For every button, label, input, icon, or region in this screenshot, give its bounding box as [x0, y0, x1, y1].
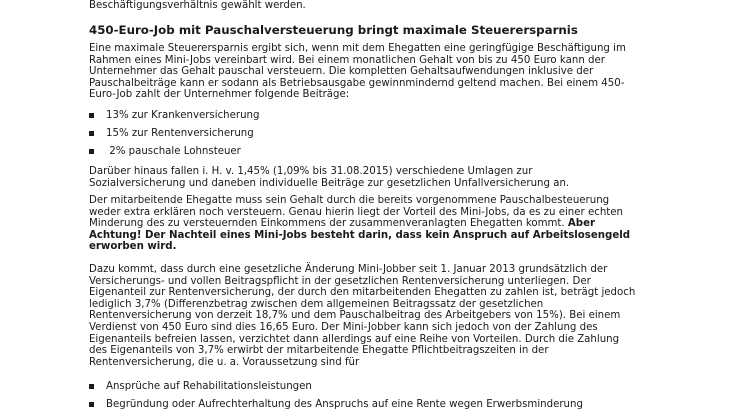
list-item: Ansprüche auf Rehabilitationsleistungen	[89, 381, 583, 393]
intro-tail-text: Beschäftigungsverhältnis gewählt werden.	[89, 0, 306, 11]
text-line: Dazu kommt, dass durch eine gesetzliche Änderung Mini-Jobber seit 1. Januar 2013 grundsätzlich der	[89, 264, 608, 275]
bullet-icon	[89, 113, 94, 118]
text-line: Der mitarbeitende Ehegatte muss sein Gehalt durch die bereits vorgenommene Pauschalbesteuerung	[89, 195, 610, 206]
benefit-list	[89, 381, 583, 410]
paragraph-mini-job	[89, 43, 626, 101]
text-line: weder extra erklären noch versteuern. Genau hierin liegt der Vorteil des Mini-Jobs, da es zu einer echten	[89, 206, 623, 218]
text-line: Minderung des zu versteuernden Einkommens der zusammenveranlagten Ehegatten kommt. Aber	[89, 218, 596, 230]
text-line: Eine maximale Steuerersparnis ergibt sich, wenn mit dem Ehegatten eine geringfügige Beschäftigung im	[89, 43, 626, 54]
list-item: 2% pauschale Lohnsteuer	[89, 146, 259, 158]
warning-text: Aber	[567, 218, 596, 230]
section-heading: 450-Euro-Job mit Pauschalversteuerung bringt maximale Steuerersparnis	[89, 23, 578, 37]
list-item: 15% zur Rentenversicherung	[89, 128, 259, 140]
text-line: Pauschalbeiträge kann er sodann als Betriebsausgabe gewinnmindernd geltend machen. Bei einem 450-	[89, 77, 625, 89]
bullet-icon	[89, 402, 94, 407]
text-line: Sozialversicherung und daneben individuelle Beiträge zur gesetzlichen Unfallversicherung an.	[89, 177, 570, 189]
paragraph-pension	[89, 264, 635, 368]
text-line: Unternehmer das Gehalt pauschal versteuern. Die kompletten Gehaltsaufwendungen inklusive der	[89, 66, 594, 78]
warning-text: Achtung! Der Nachteil eines Mini-Jobs besteht darin, dass kein Anspruch auf Arbeitslosengeld	[89, 229, 631, 241]
list-item: 13% zur Krankenversicherung	[89, 110, 259, 122]
text-line: Darüber hinaus fallen i. H. v. 1,45% (1,09% bis 31.08.2015) verschiedene Umlagen zur	[89, 166, 533, 177]
text-line: Euro-Job zahlt der Unternehmer folgende Beiträge:	[89, 89, 350, 101]
text-line: Eigenanteil zur Rentenversicherung, der durch den mitarbeitenden Ehegatten zu zahlen ist, beträgt jedoch	[89, 287, 636, 299]
text-line: Verdienst von 450 Euro sind dies 16,65 Euro. Der Mini-Jobber kann sich jedoch von der Zahlung des	[89, 321, 598, 333]
paragraph-spouse	[89, 195, 630, 253]
text-line: des Eigenanteils von 3,7% erwirbt der mitarbeitende Ehegatte Pflichtbeitragszeiten in der	[89, 345, 549, 357]
text-line: Rentenversicherung, die u. a. Voraussetzung sind für	[89, 356, 360, 368]
bullet-icon	[89, 149, 94, 154]
contribution-list	[89, 110, 259, 158]
text-line: Rentenversicherung von derzeit 18,7% und dem Pauschalbeitrag des Arbeitgebers von 15%). Bei einem	[89, 310, 621, 322]
list-item: Begründung oder Aufrechterhaltung des Anspruchs auf eine Rente wegen Erwerbsminderung	[89, 399, 583, 411]
text-line: lediglich 3,7% (Differenzbetrag zwischen dem allgemeinen Beitragssatz der gesetzlichen	[89, 298, 544, 310]
bullet-icon	[89, 384, 94, 389]
text-line: Versicherungs- und vollen Beitragspflicht in der gesetzlichen Rentenversicherung unterliegen. Der	[89, 275, 591, 287]
paragraph-levies	[89, 166, 569, 189]
warning-text: erworben wird.	[89, 241, 177, 253]
text-line: Rahmen eines Mini-Jobs vereinbart wird. Bei einem monatlichen Gehalt von bis zu 450 Euro kann der	[89, 54, 605, 66]
text-line: Eigenanteils befreien lassen, verzichtet dann allerdings auf eine Reihe von Vorteilen. Durch die Zahlung	[89, 333, 620, 345]
bullet-icon	[89, 131, 94, 136]
